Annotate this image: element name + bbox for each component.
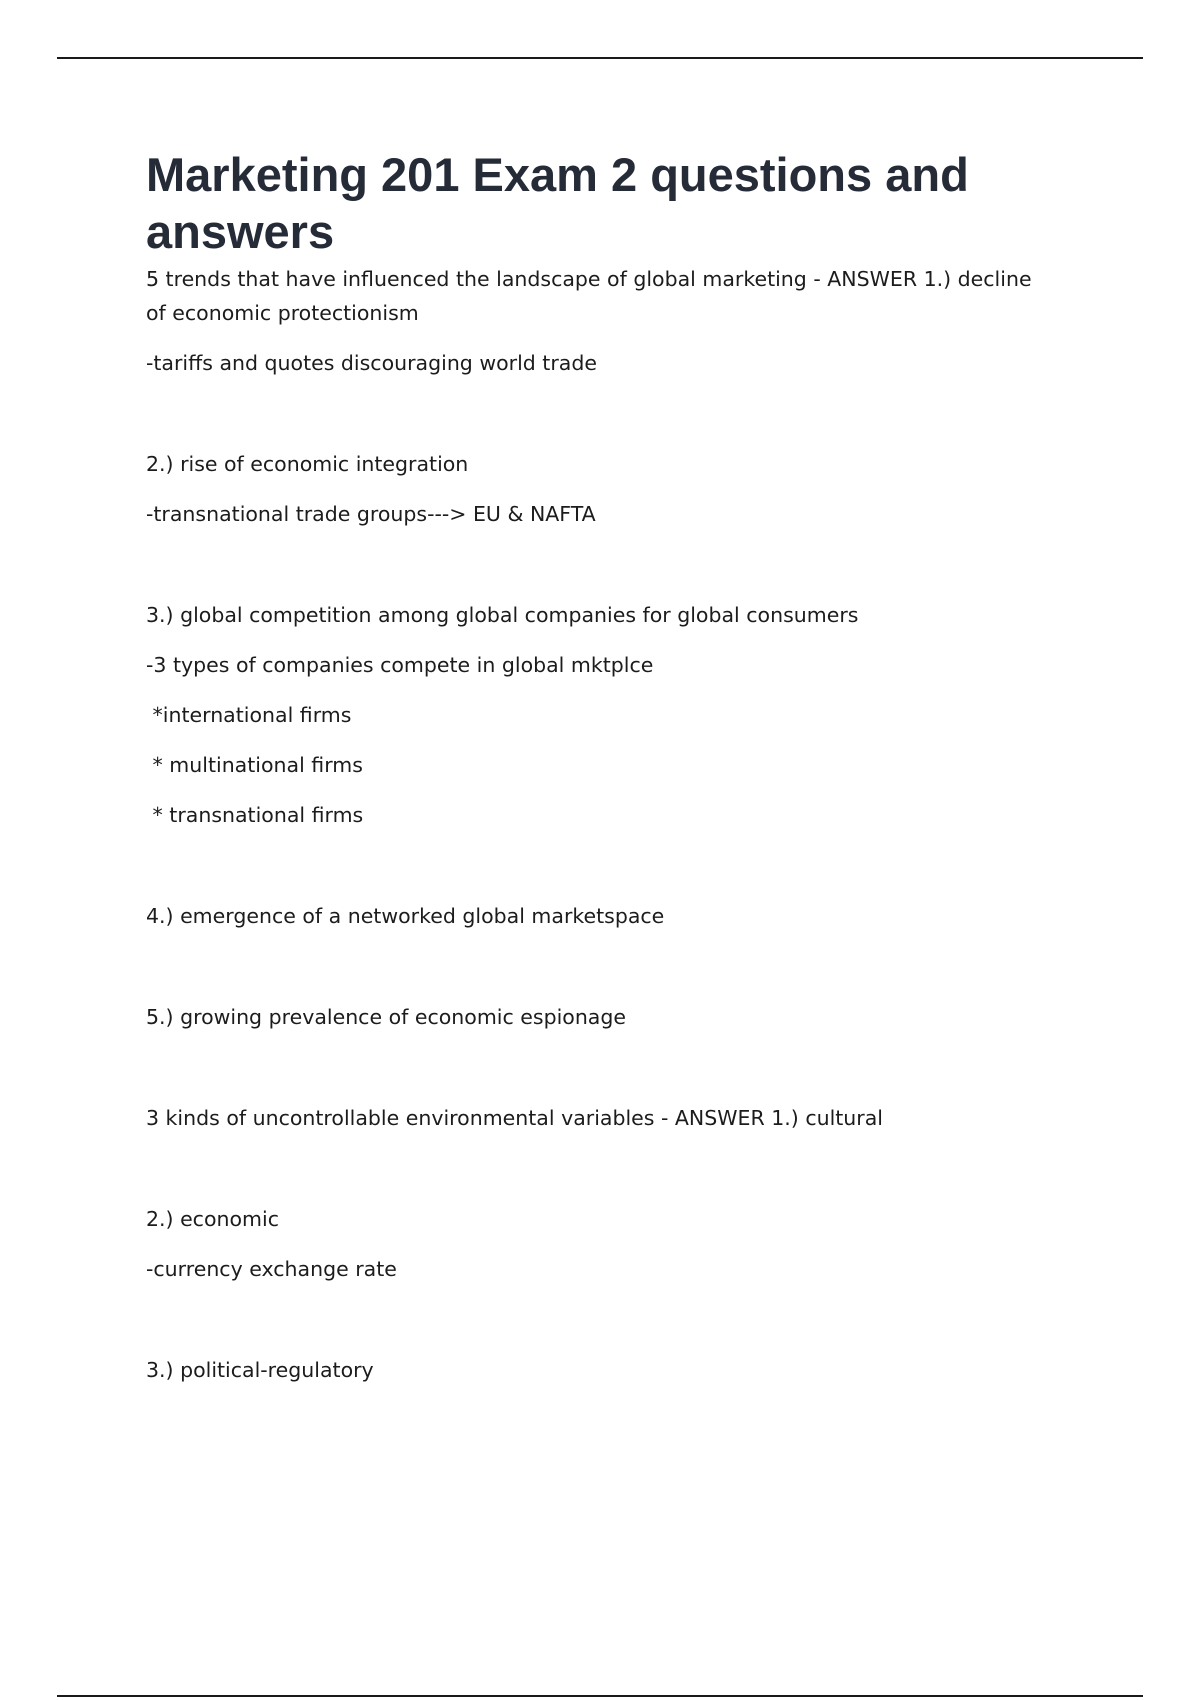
document-page — [146, 146, 1046, 1403]
paragraph: 2.) economic — [146, 1207, 279, 1231]
document-body — [146, 262, 1046, 1387]
paragraph: -tariffs and quotes discouraging world trade — [146, 351, 597, 375]
paragraph: -currency exchange rate — [146, 1257, 397, 1281]
document-title: Marketing 201 Exam 2 questions and answers — [146, 148, 969, 258]
paragraph: 3 kinds of uncontrollable environmental variables - ANSWER 1.) cultural — [146, 1106, 883, 1130]
paragraph: 5 trends that have influenced the landscape of global marketing - ANSWER 1.) decline of economic protectionism — [146, 267, 1039, 325]
paragraph: 3.) political-regulatory — [146, 1358, 374, 1382]
header-rule — [57, 57, 1143, 59]
footer-rule — [57, 1695, 1143, 1697]
paragraph: 2.) rise of economic integration — [146, 452, 469, 476]
paragraph: * multinational firms — [146, 753, 363, 777]
paragraph: 3.) global competition among global companies for global consumers — [146, 603, 859, 627]
paragraph: -3 types of companies compete in global mktplce — [146, 653, 654, 677]
paragraph: 4.) emergence of a networked global marketspace — [146, 904, 665, 928]
paragraph: * transnational firms — [146, 803, 364, 827]
paragraph: -transnational trade groups---> EU & NAFTA — [146, 502, 596, 526]
paragraph: 5.) growing prevalence of economic espionage — [146, 1005, 626, 1029]
paragraph: *international firms — [146, 703, 352, 727]
